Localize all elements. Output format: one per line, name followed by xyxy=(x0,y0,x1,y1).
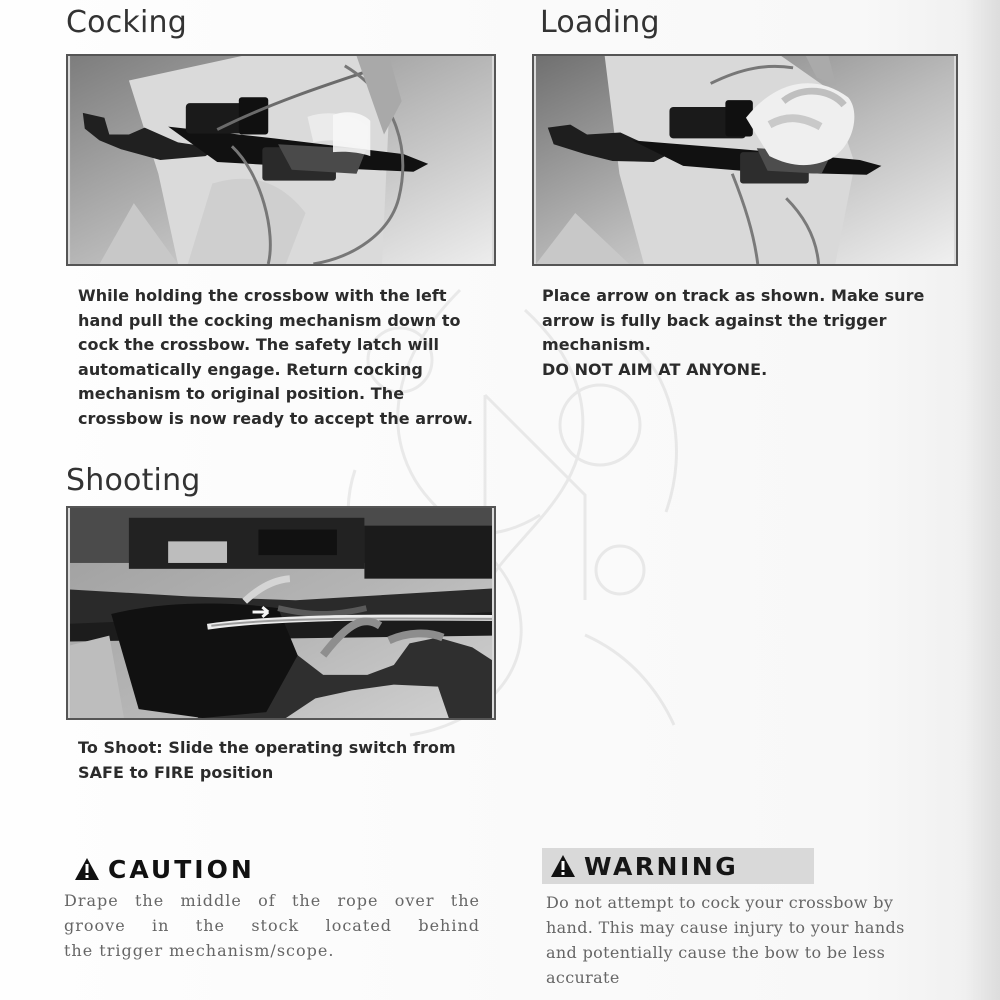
cocking-photo-illustration xyxy=(68,56,494,264)
cocking-line: cock the crossbow. The safety latch will xyxy=(78,335,440,354)
cocking-line: While holding the crossbow with the left xyxy=(78,286,447,305)
loading-heading: Loading xyxy=(540,5,660,40)
warning-line: Do not attempt to cock your crossbow by xyxy=(546,893,894,912)
warning-triangle-icon xyxy=(550,854,576,878)
caution-label: CAUTION xyxy=(108,854,255,884)
loading-line: DO NOT AIM AT ANYONE. xyxy=(542,359,768,379)
cocking-line: hand pull the cocking mechanism down to xyxy=(78,310,461,330)
shooting-heading: Shooting xyxy=(66,463,201,498)
shooting-instructions xyxy=(78,736,488,785)
caution-line: the trigger mechanism/scope. xyxy=(64,941,335,960)
cocking-line: automatically engage. Return cocking xyxy=(78,359,423,379)
loading-photo xyxy=(532,54,958,266)
cocking-line: crossbow is now ready to accept the arrow. xyxy=(78,408,473,428)
loading-line: mechanism. xyxy=(542,335,651,354)
page-edge-shadow xyxy=(964,0,1000,1000)
loading-photo-illustration xyxy=(534,56,956,264)
cocking-heading: Cocking xyxy=(66,5,187,40)
warning-title xyxy=(542,848,814,884)
warning-text xyxy=(546,890,956,990)
warning-line: accurate xyxy=(546,968,620,987)
shooting-photo xyxy=(66,506,496,720)
shooting-line: SAFE to FIRE position xyxy=(78,762,274,782)
caution-line: Drape the middle of the rope over the xyxy=(64,891,480,910)
shooting-line: To Shoot: Slide the operating switch from xyxy=(78,738,456,757)
warning-label: WARNING xyxy=(584,851,739,881)
loading-line: arrow is fully back against the trigger xyxy=(542,310,887,330)
warning-triangle-icon xyxy=(74,857,100,881)
cocking-line: mechanism to original position. The xyxy=(78,384,405,403)
loading-line: Place arrow on track as shown. Make sure xyxy=(542,286,925,305)
caution-text xyxy=(64,888,480,963)
cocking-instructions xyxy=(78,284,498,431)
loading-instructions xyxy=(542,284,942,382)
caution-line: groove in the stock located behind xyxy=(64,916,480,935)
warning-line: hand. This may cause injury to your hands xyxy=(546,918,905,937)
caution-title xyxy=(74,852,255,886)
shooting-photo-illustration xyxy=(68,508,494,718)
warning-line: and potentially cause the bow to be less xyxy=(546,943,886,962)
cocking-photo xyxy=(66,54,496,266)
